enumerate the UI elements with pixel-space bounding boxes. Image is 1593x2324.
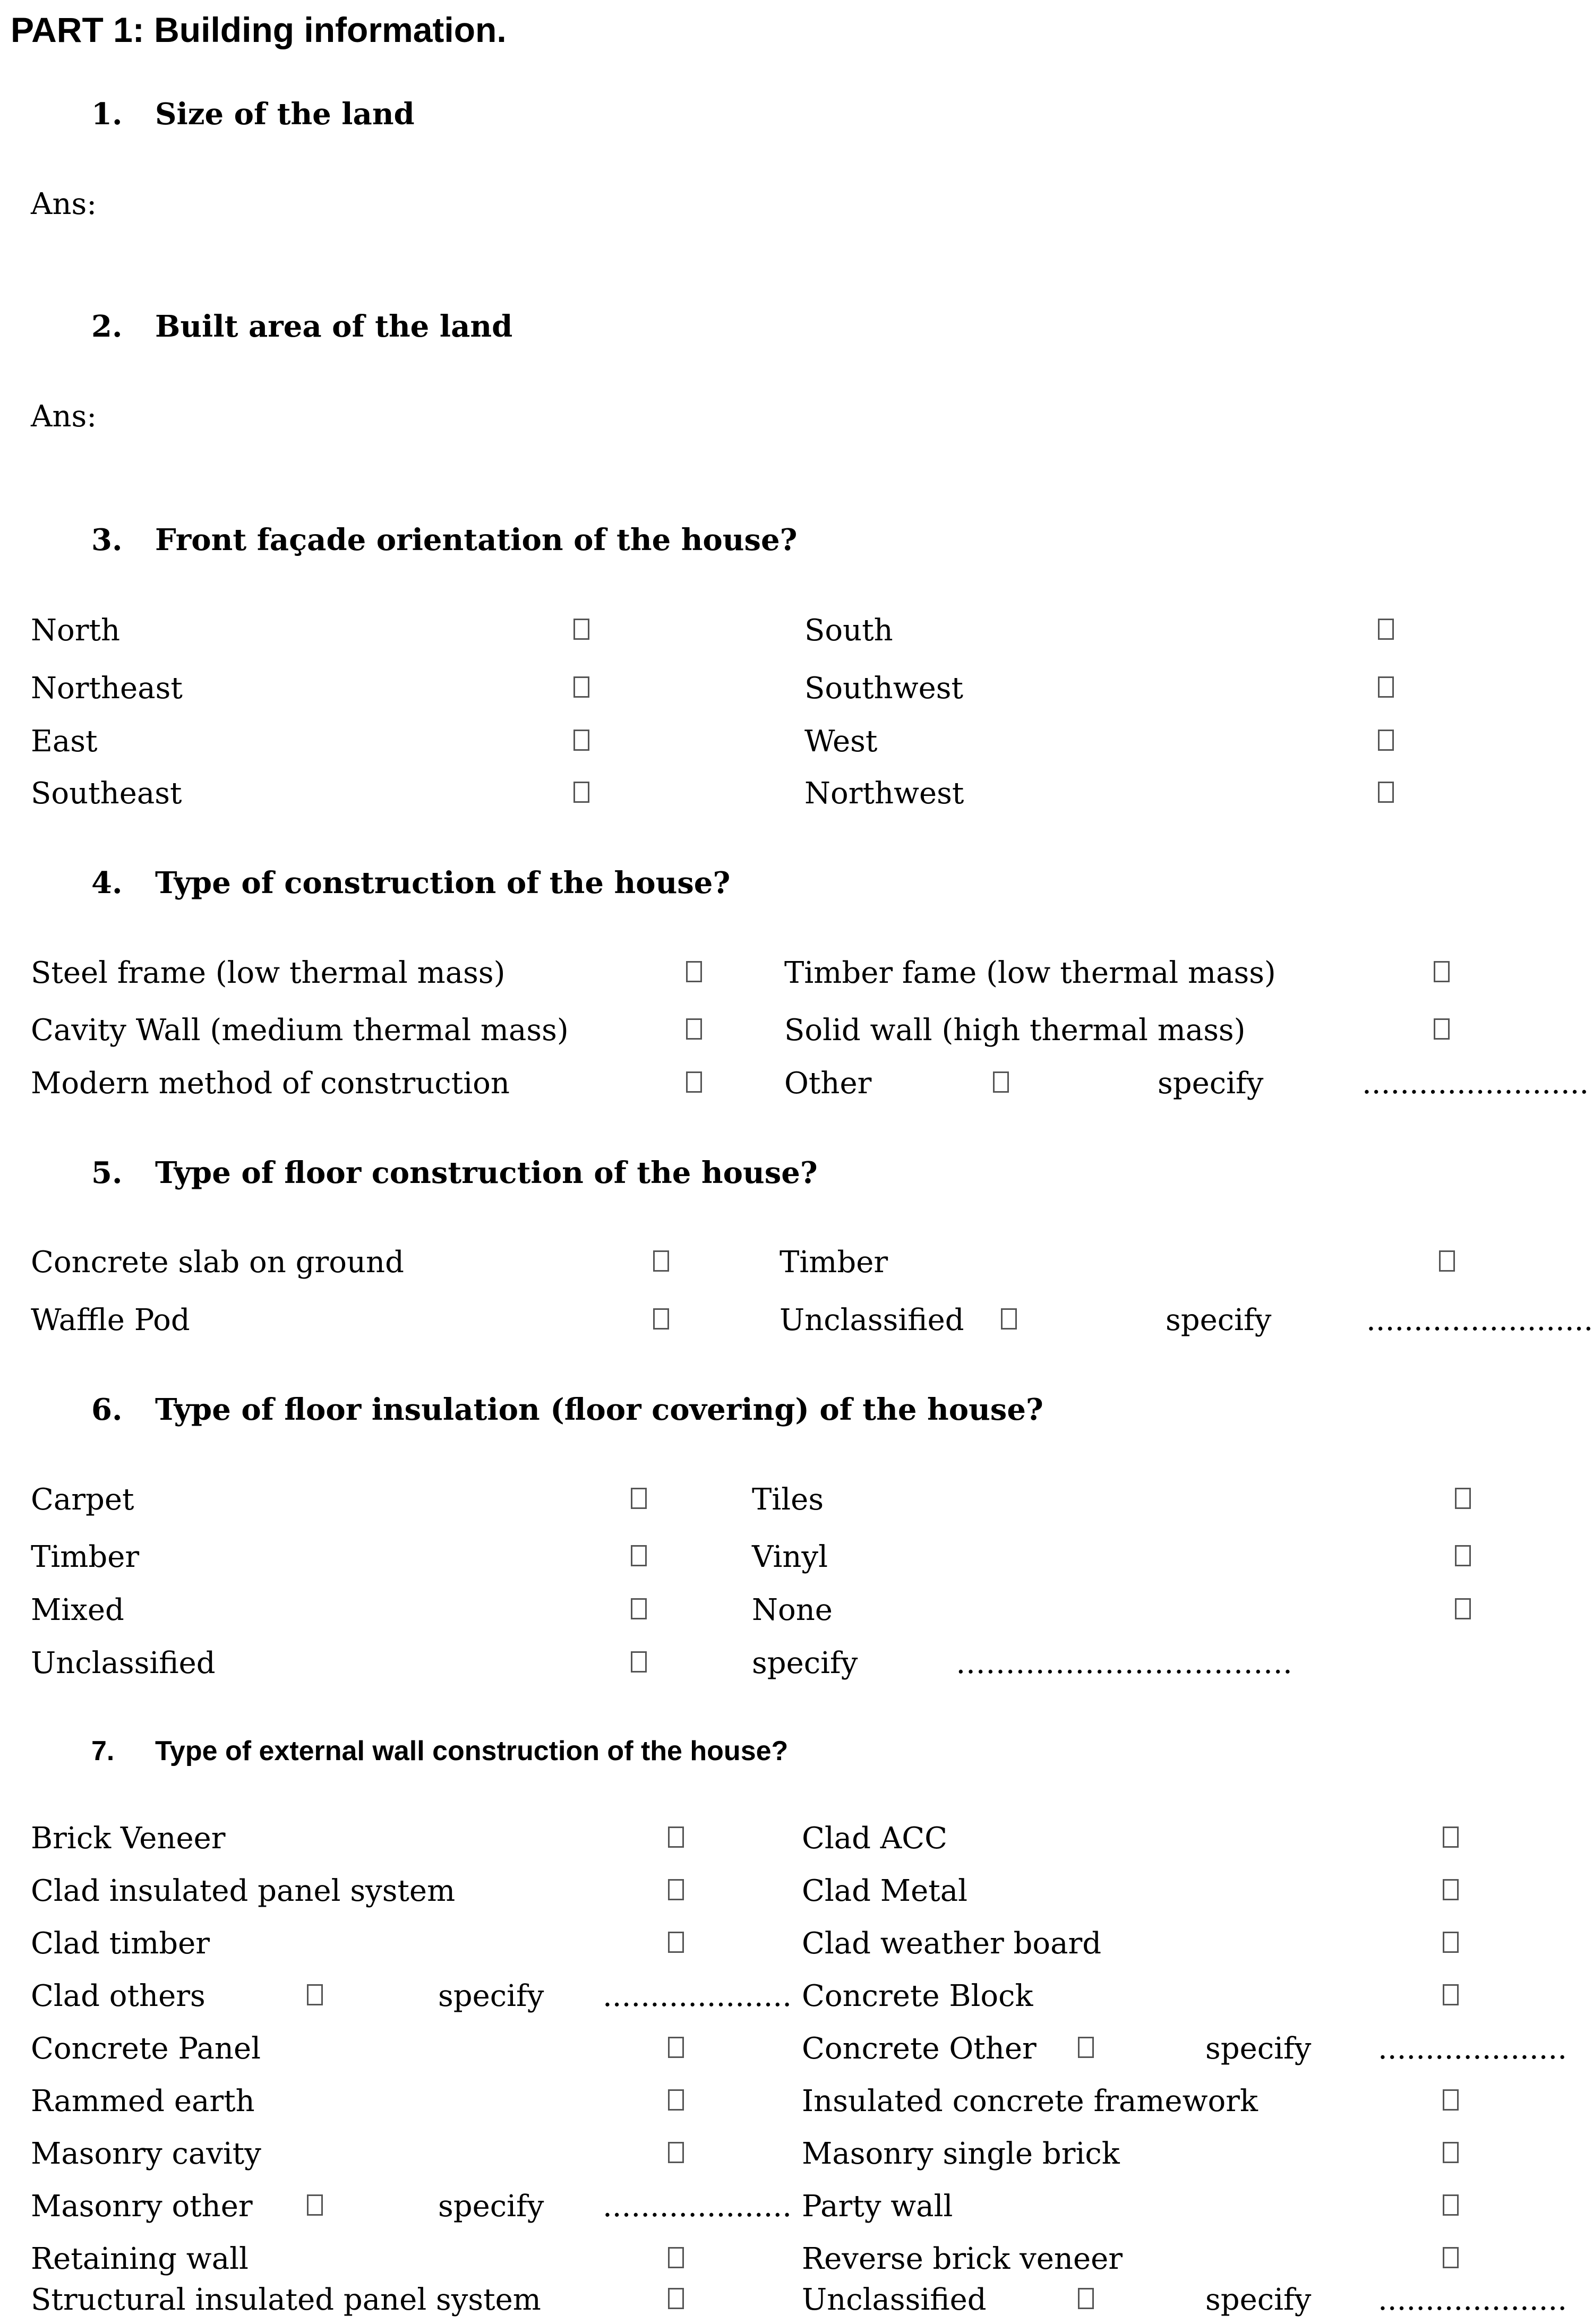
option-structural-insulated-panel-checkbox[interactable] — [668, 2288, 684, 2309]
option-west-label: West — [804, 724, 878, 759]
option-concrete-other-label: Concrete Other — [802, 2031, 1037, 2066]
option-masonry-other-label: Masonry other — [31, 2189, 253, 2224]
option-carpet-checkbox[interactable] — [631, 1488, 647, 1509]
option-clad-timber-checkbox[interactable] — [668, 1932, 684, 1953]
wall-row — [0, 1867, 1532, 1915]
wall-row — [0, 2183, 1532, 2231]
specify-label: specify — [752, 1646, 858, 1680]
option-clad-metal-checkbox[interactable] — [1443, 1879, 1459, 1900]
wall-row — [0, 1973, 1532, 2020]
option-reverse-brick-veneer-checkbox[interactable] — [1443, 2247, 1459, 2268]
orientation-row — [0, 665, 1532, 713]
option-insulated-concrete-framework-label: Insulated concrete framework — [802, 2084, 1258, 2119]
option-timber-checkbox[interactable] — [1439, 1250, 1455, 1272]
option-northeast-checkbox[interactable] — [573, 676, 589, 698]
specify-field[interactable]: .................... — [603, 2189, 792, 2224]
option-clad-insulated-panel-label: Clad insulated panel system — [31, 1874, 456, 1908]
construction-row — [0, 1060, 1589, 1108]
question-7-text: Type of external wall construction of the house? — [155, 1736, 789, 1766]
specify-label: specify — [438, 2189, 544, 2224]
floor-covering-row — [0, 1533, 1532, 1581]
option-unclassified-label: Unclassified — [780, 1303, 964, 1337]
option-retaining-wall-label: Retaining wall — [31, 2242, 249, 2276]
option-masonry-cavity-checkbox[interactable] — [668, 2142, 684, 2163]
question-7-title — [91, 1735, 788, 1767]
option-tiles-checkbox[interactable] — [1455, 1488, 1471, 1509]
option-rammed-earth-checkbox[interactable] — [668, 2089, 684, 2111]
option-south-label: South — [804, 613, 893, 648]
question-3-number: 3. — [91, 522, 123, 558]
option-insulated-concrete-framework-checkbox[interactable] — [1443, 2089, 1459, 2111]
orientation-row — [0, 607, 1532, 655]
specify-label: specify — [1158, 1066, 1264, 1101]
option-northwest-label: Northwest — [804, 776, 964, 811]
option-concrete-panel-label: Concrete Panel — [31, 2031, 261, 2066]
option-masonry-single-brick-checkbox[interactable] — [1443, 2142, 1459, 2163]
option-south-checkbox[interactable] — [1378, 619, 1394, 640]
option-timber-label: Timber — [31, 1540, 140, 1574]
question-5-title — [91, 1155, 818, 1190]
option-concrete-slab-checkbox[interactable] — [653, 1250, 669, 1272]
option-steel-frame-label: Steel frame (low thermal mass) — [31, 956, 506, 990]
question-1-title — [91, 97, 415, 132]
option-northeast-label: Northeast — [31, 671, 183, 706]
option-solid-wall-label: Solid wall (high thermal mass) — [784, 1013, 1246, 1048]
option-mixed-checkbox[interactable] — [631, 1598, 647, 1619]
option-concrete-slab-label: Concrete slab on ground — [31, 1245, 404, 1280]
wall-row — [0, 2025, 1568, 2073]
option-vinyl-checkbox[interactable] — [1455, 1545, 1471, 1566]
option-other-label: Other — [784, 1066, 872, 1101]
option-southwest-checkbox[interactable] — [1378, 676, 1394, 698]
option-east-label: East — [31, 724, 98, 759]
option-masonry-single-brick-label: Masonry single brick — [802, 2137, 1120, 2171]
option-masonry-cavity-label: Masonry cavity — [31, 2137, 261, 2171]
specify-label: specify — [438, 1979, 544, 2013]
option-retaining-wall-checkbox[interactable] — [668, 2247, 684, 2268]
option-southwest-label: Southwest — [804, 671, 964, 706]
construction-row — [0, 1007, 1532, 1054]
option-structural-insulated-panel-label: Structural insulated panel system — [31, 2283, 541, 2317]
option-waffle-pod-label: Waffle Pod — [31, 1303, 190, 1337]
option-vinyl-label: Vinyl — [752, 1540, 828, 1574]
option-waffle-pod-checkbox[interactable] — [653, 1308, 669, 1330]
question-3-title — [91, 522, 797, 558]
wall-row — [0, 1815, 1532, 1863]
option-unclassified-checkbox[interactable] — [631, 1651, 647, 1673]
floor-covering-row — [0, 1587, 1532, 1634]
option-tiles-label: Tiles — [752, 1482, 824, 1517]
floor-construction-row — [0, 1239, 1532, 1287]
option-other-checkbox[interactable] — [993, 1071, 1009, 1093]
option-northwest-checkbox[interactable] — [1378, 782, 1394, 803]
question-2-answer-label: Ans: — [31, 399, 97, 434]
page-heading: PART 1: Building information. — [11, 10, 507, 49]
question-2-text: Built area of the land — [155, 309, 513, 344]
question-7-number: 7. — [91, 1736, 115, 1766]
option-clad-weather-board-label: Clad weather board — [802, 1926, 1102, 1961]
floor-covering-row — [0, 1640, 1532, 1687]
question-4-title — [91, 865, 730, 901]
option-modern-method-label: Modern method of construction — [31, 1066, 510, 1101]
question-6-title — [91, 1392, 1043, 1427]
specify-field[interactable]: .................... — [603, 1979, 792, 2013]
option-carpet-label: Carpet — [31, 1482, 134, 1517]
question-5-number: 5. — [91, 1155, 123, 1190]
question-2-number: 2. — [91, 309, 123, 344]
wall-row — [0, 1920, 1532, 1968]
question-3-text: Front façade orientation of the house? — [155, 522, 798, 558]
option-concrete-panel-checkbox[interactable] — [668, 2037, 684, 2058]
question-1-text: Size of the land — [155, 97, 415, 132]
option-clad-acc-label: Clad ACC — [802, 1821, 947, 1856]
question-6-number: 6. — [91, 1392, 123, 1427]
specify-field[interactable]: ........................ — [1366, 1303, 1593, 1337]
option-none-checkbox[interactable] — [1455, 1598, 1471, 1619]
wall-row — [0, 2130, 1532, 2178]
option-timber-frame-label: Timber fame (low thermal mass) — [784, 956, 1276, 990]
option-modern-method-checkbox[interactable] — [686, 1071, 702, 1093]
option-clad-timber-label: Clad timber — [31, 1926, 210, 1961]
specify-label: specify — [1166, 1303, 1272, 1337]
option-party-wall-label: Party wall — [802, 2189, 953, 2224]
question-4-text: Type of construction of the house? — [155, 865, 731, 901]
option-unclassified-checkbox[interactable] — [1078, 2288, 1094, 2309]
option-concrete-block-label: Concrete Block — [802, 1979, 1033, 2013]
option-cavity-wall-label: Cavity Wall (medium thermal mass) — [31, 1013, 569, 1048]
question-6-text: Type of floor insulation (floor covering) of the house? — [155, 1392, 1043, 1427]
specify-field[interactable]: .................... — [1378, 2283, 1568, 2317]
option-rammed-earth-label: Rammed earth — [31, 2084, 255, 2119]
question-5-text: Type of floor construction of the house? — [155, 1155, 818, 1190]
option-clad-metal-label: Clad Metal — [802, 1874, 968, 1908]
option-unclassified-checkbox[interactable] — [1001, 1308, 1017, 1330]
option-masonry-other-checkbox[interactable] — [307, 2194, 323, 2216]
option-timber-label: Timber — [780, 1245, 888, 1280]
specify-field[interactable]: .................... — [1378, 2031, 1568, 2066]
option-concrete-block-checkbox[interactable] — [1443, 1984, 1459, 2005]
specify-field[interactable]: ……………………………. — [956, 1646, 1292, 1680]
orientation-row — [0, 770, 1532, 818]
option-unclassified-label: Unclassified — [802, 2283, 987, 2317]
option-none-label: None — [752, 1593, 833, 1627]
option-southeast-label: Southeast — [31, 776, 182, 811]
question-1-number: 1. — [91, 97, 123, 132]
option-brick-veneer-checkbox[interactable] — [668, 1826, 684, 1848]
floor-construction-row — [0, 1297, 1593, 1344]
option-clad-insulated-panel-checkbox[interactable] — [668, 1879, 684, 1900]
option-cavity-wall-checkbox[interactable] — [686, 1018, 702, 1040]
floor-covering-row — [0, 1476, 1532, 1524]
option-clad-weather-board-checkbox[interactable] — [1443, 1932, 1459, 1953]
construction-row — [0, 949, 1532, 997]
option-southeast-checkbox[interactable] — [573, 782, 589, 803]
specify-label: specify — [1205, 2283, 1312, 2317]
option-party-wall-checkbox[interactable] — [1443, 2194, 1459, 2216]
wall-row — [0, 2276, 1568, 2324]
option-clad-others-label: Clad others — [31, 1979, 205, 2013]
option-clad-others-checkbox[interactable] — [307, 1984, 323, 2005]
option-timber-checkbox[interactable] — [631, 1545, 647, 1566]
question-2-title — [91, 309, 512, 344]
option-north-label: North — [31, 613, 121, 648]
option-mixed-label: Mixed — [31, 1593, 124, 1627]
question-4-number: 4. — [91, 865, 123, 901]
option-unclassified-label: Unclassified — [31, 1646, 216, 1680]
option-reverse-brick-veneer-label: Reverse brick veneer — [802, 2242, 1123, 2276]
option-east-checkbox[interactable] — [573, 730, 589, 751]
option-clad-acc-checkbox[interactable] — [1443, 1826, 1459, 1848]
specify-field[interactable]: ........................ — [1362, 1066, 1589, 1101]
option-timber-frame-checkbox[interactable] — [1434, 961, 1450, 982]
option-concrete-other-checkbox[interactable] — [1078, 2037, 1094, 2058]
question-1-answer-label: Ans: — [31, 187, 97, 221]
option-solid-wall-checkbox[interactable] — [1434, 1018, 1450, 1040]
orientation-row — [0, 718, 1532, 766]
option-west-checkbox[interactable] — [1378, 730, 1394, 751]
option-brick-veneer-label: Brick Veneer — [31, 1821, 226, 1856]
option-north-checkbox[interactable] — [573, 619, 589, 640]
specify-label: specify — [1205, 2031, 1312, 2066]
wall-row — [0, 2078, 1532, 2125]
option-steel-frame-checkbox[interactable] — [686, 961, 702, 982]
